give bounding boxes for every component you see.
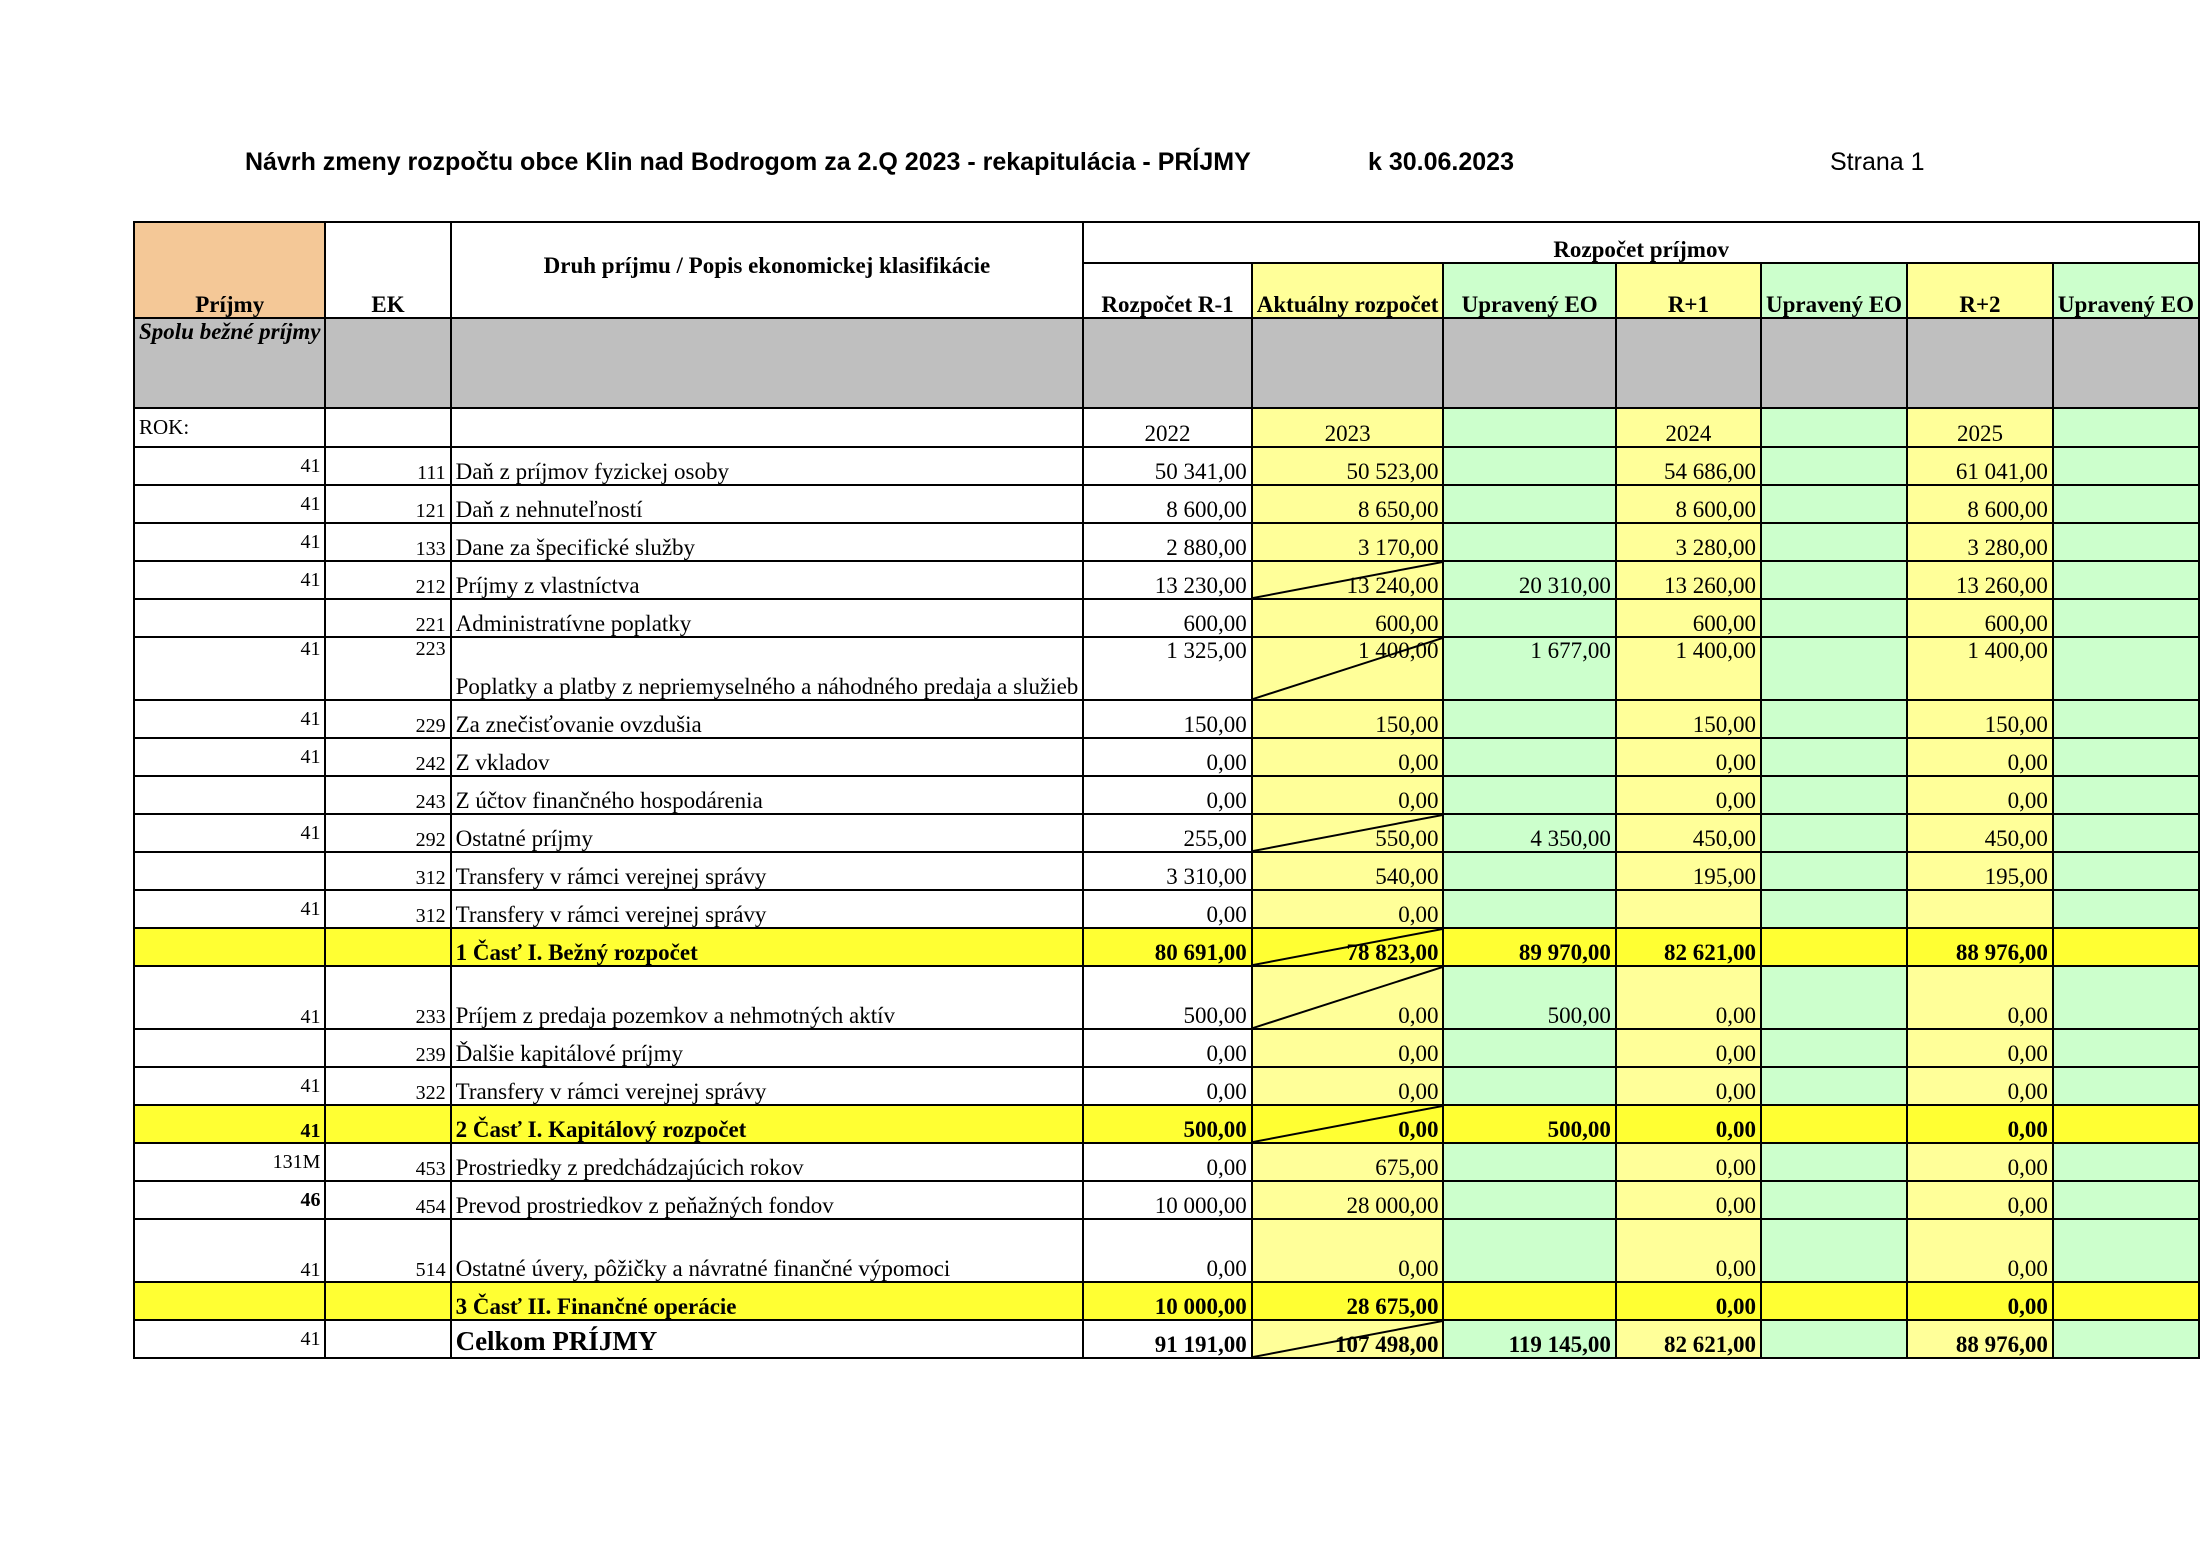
table-row <box>134 485 2199 523</box>
cell-upraveny-eo-3 <box>2053 523 2199 561</box>
cell-rozpocet-r-1: 3 310,00 <box>1083 852 1251 890</box>
cell-ek: 292 <box>325 814 450 852</box>
cell-name: Za znečisťovanie ovzdušia <box>451 700 1084 738</box>
col-r-plus-1: R+1 <box>1616 263 1761 318</box>
year-2024: 2024 <box>1616 408 1761 447</box>
cell-zdroj: 41 <box>134 447 325 485</box>
cell-r-plus-2: 0,00 <box>1907 1067 2053 1105</box>
budget-table <box>133 221 2200 1359</box>
cell-zdroj: 46 <box>134 1181 325 1219</box>
cell-upraveny-eo <box>1443 1029 1615 1067</box>
cell-aktualny: 0,00 <box>1252 738 1444 776</box>
cell-r-plus-2: 3 280,00 <box>1907 523 2053 561</box>
cell-r-plus-1: 0,00 <box>1616 1143 1761 1181</box>
cell-name: Prevod prostriedkov z peňažných fondov <box>451 1181 1084 1219</box>
cell-upraveny-eo <box>1443 1219 1615 1282</box>
col-aktualny: Aktuálny rozpočet <box>1252 263 1444 318</box>
cell-aktualny <box>1252 814 1444 852</box>
cell-upraveny-eo-3 <box>2053 1282 2199 1320</box>
spolu-bezne-prijmy: Spolu bežné príjmy <box>134 318 325 408</box>
cell-upraveny-eo <box>1443 1067 1615 1105</box>
cell-rozpocet-r-1: 500,00 <box>1083 966 1251 1029</box>
cell-value: 550,00 <box>1375 825 1439 851</box>
cell-upraveny-eo: 500,00 <box>1443 966 1615 1029</box>
cell-upraveny-eo-2 <box>1761 523 1907 561</box>
cell-r-plus-2: 61 041,00 <box>1907 447 2053 485</box>
cell-zdroj <box>134 928 325 966</box>
table-row <box>134 1029 2199 1067</box>
cell-upraveny-eo: 500,00 <box>1443 1105 1615 1143</box>
cell-upraveny-eo-3 <box>2053 852 2199 890</box>
cell-name: Transfery v rámci verejnej správy <box>451 852 1084 890</box>
cell-zdroj: 41 <box>134 1105 325 1143</box>
cell-r-plus-1: 0,00 <box>1616 1067 1761 1105</box>
cell-r-plus-1: 13 260,00 <box>1616 561 1761 599</box>
cell-zdroj: 41 <box>134 485 325 523</box>
summary-row <box>134 928 2199 966</box>
cell-upraveny-eo-3 <box>2053 561 2199 599</box>
cell-name: Daň z príjmov fyzickej osoby <box>451 447 1084 485</box>
cell-upraveny-eo-3 <box>2053 700 2199 738</box>
cell-aktualny: 0,00 <box>1252 890 1444 928</box>
cell-upraveny-eo-3 <box>2053 1181 2199 1219</box>
cell-ek: 111 <box>325 447 450 485</box>
cell-name: Z účtov finančného hospodárenia <box>451 776 1084 814</box>
cell-r-plus-2: 195,00 <box>1907 852 2053 890</box>
cell-r-plus-2: 0,00 <box>1907 1029 2053 1067</box>
summary-row <box>134 1105 2199 1143</box>
cell-upraveny-eo-2 <box>1761 890 1907 928</box>
cell-upraveny-eo: 89 970,00 <box>1443 928 1615 966</box>
cell-rozpocet-r-1: 91 191,00 <box>1083 1320 1251 1358</box>
cell-name: 2 Časť I. Kapitálový rozpočet <box>451 1105 1084 1143</box>
cell-value: 107 498,00 <box>1334 1331 1439 1357</box>
cell-upraveny-eo: 1 677,00 <box>1443 637 1615 700</box>
cell-value: 0,00 <box>1398 1116 1439 1142</box>
cell-upraveny-eo-3 <box>2053 776 2199 814</box>
summary-row <box>134 1282 2199 1320</box>
cell-rozpocet-r-1: 0,00 <box>1083 890 1251 928</box>
cell-zdroj: 131M <box>134 1143 325 1181</box>
page-number: Strana 1 <box>1830 148 1925 176</box>
cell-zdroj <box>134 1029 325 1067</box>
cell-upraveny-eo-2 <box>1761 1282 1907 1320</box>
cell-upraveny-eo <box>1443 700 1615 738</box>
table-row <box>134 1219 2199 1282</box>
cell-ek: 454 <box>325 1181 450 1219</box>
cell-rozpocet-r-1: 0,00 <box>1083 776 1251 814</box>
cell-zdroj <box>134 776 325 814</box>
cell-ek: 239 <box>325 1029 450 1067</box>
table-row <box>134 637 2199 700</box>
cell-aktualny <box>1252 966 1444 1029</box>
cell-name: Dane za špecifické služby <box>451 523 1084 561</box>
cell-r-plus-1: 0,00 <box>1616 1029 1761 1067</box>
cell-rozpocet-r-1: 255,00 <box>1083 814 1251 852</box>
cell-ek: 212 <box>325 561 450 599</box>
cell-name: Z vkladov <box>451 738 1084 776</box>
col-upraveny-eo-3: Upravený EO <box>2053 263 2199 318</box>
cell-upraveny-eo-3 <box>2053 1105 2199 1143</box>
cell-upraveny-eo-3 <box>2053 1067 2199 1105</box>
cell-zdroj: 41 <box>134 1219 325 1282</box>
cell-upraveny-eo <box>1443 852 1615 890</box>
cell-upraveny-eo-2 <box>1761 852 1907 890</box>
cell-upraveny-eo-2 <box>1761 447 1907 485</box>
cell-rozpocet-r-1: 10 000,00 <box>1083 1181 1251 1219</box>
cell-aktualny <box>1252 928 1444 966</box>
cell-zdroj <box>134 599 325 637</box>
cell-zdroj: 41 <box>134 1320 325 1358</box>
cell-aktualny <box>1252 561 1444 599</box>
cell-aktualny: 3 170,00 <box>1252 523 1444 561</box>
cell-upraveny-eo <box>1443 599 1615 637</box>
col-prijmy: Príjmy <box>134 222 325 318</box>
cell-name: Prostriedky z predchádzajúcich rokov <box>451 1143 1084 1181</box>
cell-name: Ostatné úvery, pôžičky a návratné finančné výpomoci <box>451 1219 1084 1282</box>
cell-r-plus-2: 13 260,00 <box>1907 561 2053 599</box>
cell-upraveny-eo-3 <box>2053 447 2199 485</box>
document-date: k 30.06.2023 <box>1368 148 1514 176</box>
cell-r-plus-2: 600,00 <box>1907 599 2053 637</box>
col-group-rozpocet: Rozpočet príjmov <box>1083 222 2199 263</box>
cell-r-plus-2: 450,00 <box>1907 814 2053 852</box>
cell-rozpocet-r-1: 500,00 <box>1083 1105 1251 1143</box>
cell-upraveny-eo-2 <box>1761 966 1907 1029</box>
cell-rozpocet-r-1: 13 230,00 <box>1083 561 1251 599</box>
cell-rozpocet-r-1: 0,00 <box>1083 1219 1251 1282</box>
cell-name: Administratívne poplatky <box>451 599 1084 637</box>
cell-rozpocet-r-1: 600,00 <box>1083 599 1251 637</box>
cell-upraveny-eo-3 <box>2053 1143 2199 1181</box>
cell-r-plus-1: 3 280,00 <box>1616 523 1761 561</box>
cell-upraveny-eo-3 <box>2053 485 2199 523</box>
cell-aktualny: 50 523,00 <box>1252 447 1444 485</box>
cell-upraveny-eo-3 <box>2053 738 2199 776</box>
cell-r-plus-1: 82 621,00 <box>1616 1320 1761 1358</box>
cell-r-plus-1: 82 621,00 <box>1616 928 1761 966</box>
table-row <box>134 814 2199 852</box>
cell-value: 0,00 <box>1398 1002 1439 1028</box>
cell-upraveny-eo-2 <box>1761 637 1907 700</box>
cell-name: Celkom PRÍJMY <box>451 1320 1084 1358</box>
cell-upraveny-eo-2 <box>1761 928 1907 966</box>
cell-upraveny-eo-2 <box>1761 738 1907 776</box>
cell-ek: 242 <box>325 738 450 776</box>
cell-ek <box>325 1282 450 1320</box>
cell-zdroj <box>134 852 325 890</box>
cell-name: Poplatky a platby z nepriemyselného a náhodného predaja a služieb <box>451 637 1084 700</box>
cell-upraveny-eo <box>1443 890 1615 928</box>
table-row <box>134 890 2199 928</box>
cell-r-plus-1: 0,00 <box>1616 776 1761 814</box>
cell-rozpocet-r-1: 0,00 <box>1083 738 1251 776</box>
cell-rozpocet-r-1: 150,00 <box>1083 700 1251 738</box>
rok-label: ROK: <box>134 408 325 447</box>
cell-name: Transfery v rámci verejnej správy <box>451 890 1084 928</box>
table-row <box>134 599 2199 637</box>
col-upraveny-eo-2: Upravený EO <box>1761 263 1907 318</box>
cell-ek: 312 <box>325 890 450 928</box>
table-row <box>134 561 2199 599</box>
cell-upraveny-eo-2 <box>1761 599 1907 637</box>
cell-aktualny: 0,00 <box>1252 776 1444 814</box>
cell-aktualny: 0,00 <box>1252 1029 1444 1067</box>
cell-ek: 514 <box>325 1219 450 1282</box>
table-row <box>134 1067 2199 1105</box>
cell-zdroj: 41 <box>134 637 325 700</box>
cell-rozpocet-r-1: 0,00 <box>1083 1143 1251 1181</box>
cell-upraveny-eo <box>1443 738 1615 776</box>
cell-upraveny-eo-2 <box>1761 1105 1907 1143</box>
cell-upraveny-eo <box>1443 447 1615 485</box>
cell-zdroj: 41 <box>134 700 325 738</box>
cell-upraveny-eo-2 <box>1761 1181 1907 1219</box>
cell-upraveny-eo-2 <box>1761 1219 1907 1282</box>
cell-aktualny: 0,00 <box>1252 1219 1444 1282</box>
cell-upraveny-eo: 119 145,00 <box>1443 1320 1615 1358</box>
cell-r-plus-2: 0,00 <box>1907 1143 2053 1181</box>
cell-ek: 243 <box>325 776 450 814</box>
cell-zdroj: 41 <box>134 1067 325 1105</box>
cell-rozpocet-r-1: 80 691,00 <box>1083 928 1251 966</box>
cell-ek: 221 <box>325 599 450 637</box>
cell-upraveny-eo <box>1443 1282 1615 1320</box>
cell-r-plus-1: 450,00 <box>1616 814 1761 852</box>
cell-name: Daň z nehnuteľností <box>451 485 1084 523</box>
table-row <box>134 1143 2199 1181</box>
cell-zdroj: 41 <box>134 814 325 852</box>
table-row <box>134 700 2199 738</box>
cell-r-plus-2: 0,00 <box>1907 776 2053 814</box>
cell-ek <box>325 1105 450 1143</box>
cell-r-plus-1: 0,00 <box>1616 966 1761 1029</box>
cell-r-plus-1: 1 400,00 <box>1616 637 1761 700</box>
cell-r-plus-2: 88 976,00 <box>1907 1320 2053 1358</box>
cell-upraveny-eo <box>1443 776 1615 814</box>
cell-r-plus-1: 0,00 <box>1616 1219 1761 1282</box>
cell-upraveny-eo <box>1443 523 1615 561</box>
cell-upraveny-eo-2 <box>1761 700 1907 738</box>
cell-value: 78 823,00 <box>1346 939 1439 965</box>
cell-upraveny-eo-3 <box>2053 637 2199 700</box>
cell-zdroj: 41 <box>134 523 325 561</box>
year-2025: 2025 <box>1907 408 2053 447</box>
col-ek: EK <box>325 222 450 318</box>
cell-rozpocet-r-1: 8 600,00 <box>1083 485 1251 523</box>
cell-upraveny-eo <box>1443 1143 1615 1181</box>
cell-upraveny-eo-2 <box>1761 561 1907 599</box>
table-row <box>134 523 2199 561</box>
cell-name: Ďalšie kapitálové príjmy <box>451 1029 1084 1067</box>
cell-aktualny <box>1252 637 1444 700</box>
table-row <box>134 966 2199 1029</box>
cell-upraveny-eo-3 <box>2053 1219 2199 1282</box>
cell-r-plus-2: 0,00 <box>1907 1181 2053 1219</box>
cell-ek: 223 <box>325 637 450 700</box>
cell-r-plus-1: 0,00 <box>1616 1181 1761 1219</box>
cell-ek: 121 <box>325 485 450 523</box>
cell-aktualny: 28 000,00 <box>1252 1181 1444 1219</box>
document-title: Návrh zmeny rozpočtu obce Klin nad Bodrogom za 2.Q 2023 - rekapitulácia - PRÍJMY <box>245 148 1251 176</box>
cell-ek: 229 <box>325 700 450 738</box>
cell-upraveny-eo-3 <box>2053 1320 2199 1358</box>
cell-upraveny-eo-2 <box>1761 1067 1907 1105</box>
cell-rozpocet-r-1: 1 325,00 <box>1083 637 1251 700</box>
cell-r-plus-1 <box>1616 890 1761 928</box>
cell-ek: 322 <box>325 1067 450 1105</box>
cell-rozpocet-r-1: 10 000,00 <box>1083 1282 1251 1320</box>
cell-upraveny-eo <box>1443 1181 1615 1219</box>
cell-upraveny-eo-3 <box>2053 814 2199 852</box>
cell-ek <box>325 1320 450 1358</box>
cell-r-plus-2: 1 400,00 <box>1907 637 2053 700</box>
cell-name: Príjem z predaja pozemkov a nehmotných aktív <box>451 966 1084 1029</box>
cell-r-plus-2: 0,00 <box>1907 966 2053 1029</box>
cell-upraveny-eo-2 <box>1761 776 1907 814</box>
cell-r-plus-2: 8 600,00 <box>1907 485 2053 523</box>
cell-r-plus-2 <box>1907 890 2053 928</box>
cell-aktualny: 675,00 <box>1252 1143 1444 1181</box>
cell-name: Príjmy z vlastníctva <box>451 561 1084 599</box>
table-row <box>134 852 2199 890</box>
col-upraveny-eo-1: Upravený EO <box>1443 263 1615 318</box>
cell-ek: 133 <box>325 523 450 561</box>
year-2022: 2022 <box>1083 408 1251 447</box>
cell-aktualny: 8 650,00 <box>1252 485 1444 523</box>
cell-r-plus-1: 195,00 <box>1616 852 1761 890</box>
cell-upraveny-eo-2 <box>1761 1029 1907 1067</box>
table-row <box>134 776 2199 814</box>
cell-rozpocet-r-1: 50 341,00 <box>1083 447 1251 485</box>
cell-name: 1 Časť I. Bežný rozpočet <box>451 928 1084 966</box>
cell-r-plus-1: 0,00 <box>1616 1282 1761 1320</box>
table-row <box>134 738 2199 776</box>
cell-upraveny-eo-2 <box>1761 1320 1907 1358</box>
cell-r-plus-1: 600,00 <box>1616 599 1761 637</box>
cell-r-plus-2: 88 976,00 <box>1907 928 2053 966</box>
cell-zdroj: 41 <box>134 966 325 1029</box>
cell-ek: 233 <box>325 966 450 1029</box>
cell-aktualny <box>1252 1320 1444 1358</box>
cell-zdroj: 41 <box>134 890 325 928</box>
table-row <box>134 1181 2199 1219</box>
cell-upraveny-eo-2 <box>1761 485 1907 523</box>
cell-rozpocet-r-1: 2 880,00 <box>1083 523 1251 561</box>
cell-r-plus-2: 150,00 <box>1907 700 2053 738</box>
cell-ek: 453 <box>325 1143 450 1181</box>
cell-r-plus-1: 8 600,00 <box>1616 485 1761 523</box>
cell-zdroj <box>134 1282 325 1320</box>
cell-upraveny-eo-2 <box>1761 1143 1907 1181</box>
cell-r-plus-2: 0,00 <box>1907 738 2053 776</box>
cell-aktualny: 600,00 <box>1252 599 1444 637</box>
cell-ek <box>325 928 450 966</box>
cell-rozpocet-r-1: 0,00 <box>1083 1029 1251 1067</box>
cell-r-plus-1: 54 686,00 <box>1616 447 1761 485</box>
cell-upraveny-eo-2 <box>1761 814 1907 852</box>
cell-r-plus-2: 0,00 <box>1907 1282 2053 1320</box>
cell-value: 13 240,00 <box>1346 572 1439 598</box>
year-2023: 2023 <box>1252 408 1444 447</box>
total-row <box>134 1320 2199 1358</box>
cell-name: Ostatné príjmy <box>451 814 1084 852</box>
table-row <box>134 447 2199 485</box>
col-r-minus-1: Rozpočet R-1 <box>1083 263 1251 318</box>
cell-ek: 312 <box>325 852 450 890</box>
cell-aktualny <box>1252 1105 1444 1143</box>
cell-upraveny-eo-3 <box>2053 1029 2199 1067</box>
cell-upraveny-eo <box>1443 485 1615 523</box>
cell-upraveny-eo-3 <box>2053 966 2199 1029</box>
cell-aktualny: 0,00 <box>1252 1067 1444 1105</box>
cell-aktualny: 540,00 <box>1252 852 1444 890</box>
cell-aktualny: 150,00 <box>1252 700 1444 738</box>
cell-upraveny-eo: 4 350,00 <box>1443 814 1615 852</box>
cell-zdroj: 41 <box>134 738 325 776</box>
cell-r-plus-2: 0,00 <box>1907 1105 2053 1143</box>
col-druh: Druh príjmu / Popis ekonomickej klasifikácie <box>451 222 1084 318</box>
cell-upraveny-eo-3 <box>2053 928 2199 966</box>
cell-zdroj: 41 <box>134 561 325 599</box>
cell-name: 3 Časť II. Finančné operácie <box>451 1282 1084 1320</box>
cell-r-plus-2: 0,00 <box>1907 1219 2053 1282</box>
cell-r-plus-1: 0,00 <box>1616 1105 1761 1143</box>
cell-name: Transfery v rámci verejnej správy <box>451 1067 1084 1105</box>
cell-r-plus-1: 150,00 <box>1616 700 1761 738</box>
cell-aktualny: 28 675,00 <box>1252 1282 1444 1320</box>
cell-upraveny-eo-3 <box>2053 890 2199 928</box>
cell-r-plus-1: 0,00 <box>1616 738 1761 776</box>
cell-upraveny-eo: 20 310,00 <box>1443 561 1615 599</box>
cell-rozpocet-r-1: 0,00 <box>1083 1067 1251 1105</box>
cell-upraveny-eo-3 <box>2053 599 2199 637</box>
col-r-plus-2: R+2 <box>1907 263 2053 318</box>
cell-value: 1 400,00 <box>1357 638 1439 663</box>
